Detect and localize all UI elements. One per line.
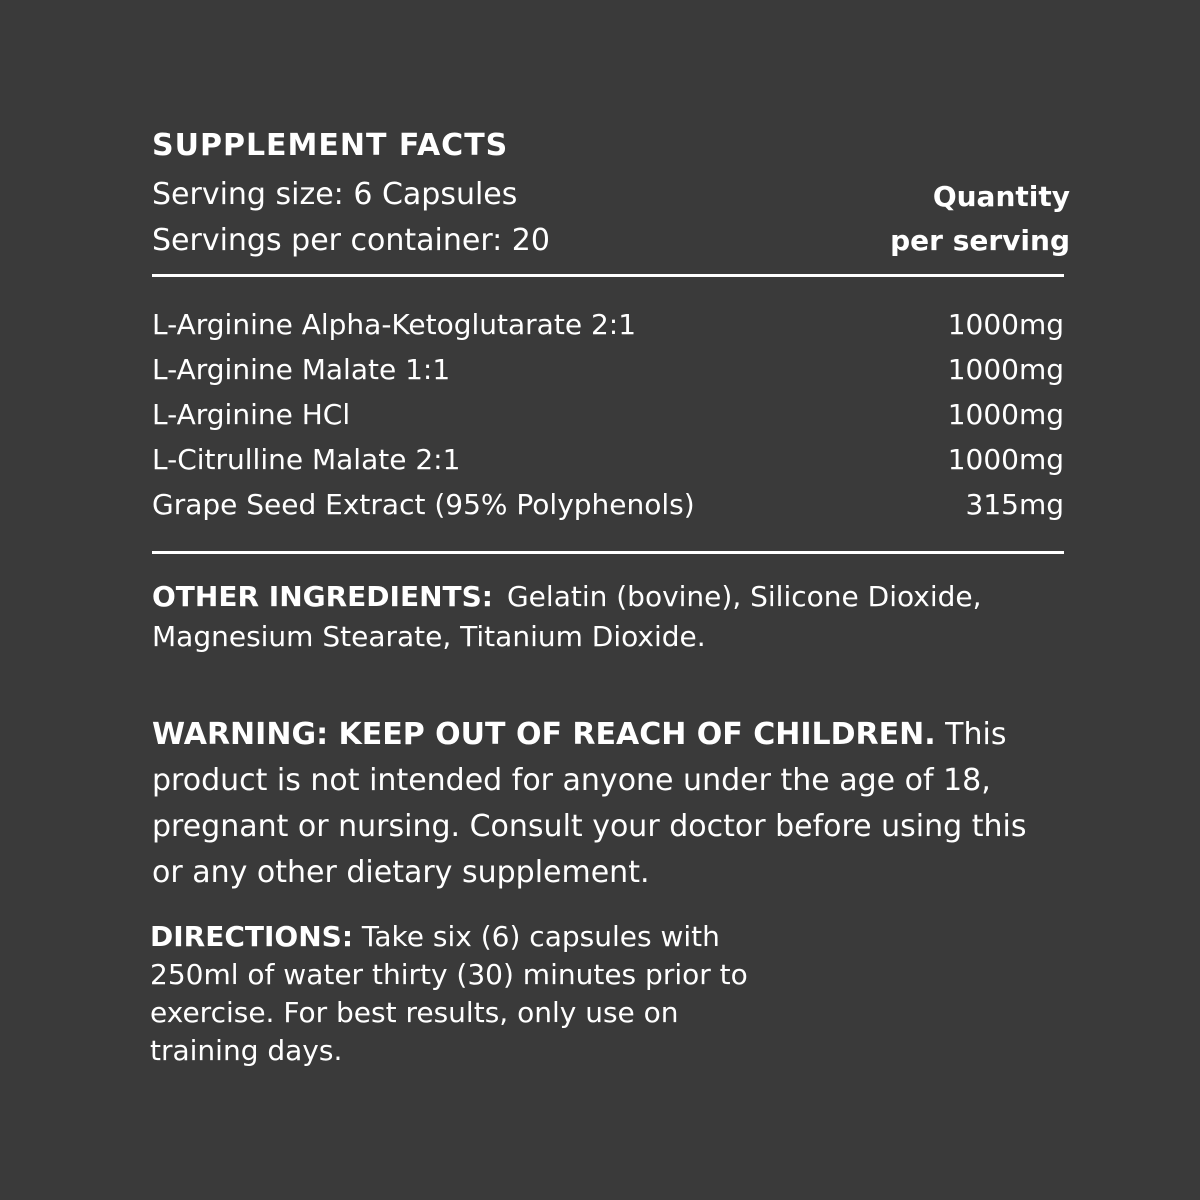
- warning-label: WARNING: KEEP OUT OF REACH OF CHILDREN.: [152, 717, 936, 752]
- servings-per-container: Servings per container: 20: [152, 223, 550, 258]
- directions-text: Take six (6) capsules with 250ml of water thirty (30) minutes prior to exercise. For best results, only use on training days.: [150, 920, 748, 1067]
- ingredient-row: [152, 437, 1064, 482]
- directions-section: [150, 918, 750, 1070]
- directions-label: DIRECTIONS:: [150, 920, 354, 953]
- ingredient-row: [152, 482, 1064, 527]
- divider-top: [152, 274, 1064, 277]
- other-ingredients-text: Gelatin (bovine), Silicone Dioxide, Magnesium Stearate, Titanium Dioxide.: [152, 580, 982, 653]
- serving-info: [152, 172, 550, 264]
- ingredient-amount: 1000mg: [947, 353, 1064, 386]
- ingredient-amount: 1000mg: [947, 443, 1064, 476]
- warning-section: [152, 712, 1062, 896]
- ingredient-name: L-Citrulline Malate 2:1: [152, 443, 461, 476]
- other-ingredients: [152, 577, 1072, 657]
- ingredients-list: [152, 302, 1064, 527]
- ingredient-amount: 1000mg: [947, 398, 1064, 431]
- quantity-header-line1: Quantity: [932, 180, 1070, 213]
- quantity-header-line2: per serving: [890, 224, 1070, 257]
- quantity-column-header: [890, 175, 1070, 263]
- ingredient-name: L-Arginine HCl: [152, 398, 351, 431]
- ingredient-amount: 315mg: [965, 488, 1064, 521]
- ingredient-name: Grape Seed Extract (95% Polyphenols): [152, 488, 695, 521]
- ingredient-row: [152, 347, 1064, 392]
- ingredient-row: [152, 392, 1064, 437]
- warning-text: This product is not intended for anyone under the age of 18, pregnant or nursing. Consult your doctor before using this or any other dietary supplement.: [152, 717, 1027, 890]
- other-ingredients-label: OTHER INGREDIENTS:: [152, 580, 493, 613]
- ingredient-row: [152, 302, 1064, 347]
- divider-bottom: [152, 551, 1064, 554]
- label-title: SUPPLEMENT FACTS: [152, 128, 509, 163]
- ingredient-name: L-Arginine Malate 1:1: [152, 353, 451, 386]
- ingredient-name: L-Arginine Alpha-Ketoglutarate 2:1: [152, 308, 637, 341]
- ingredient-amount: 1000mg: [947, 308, 1064, 341]
- serving-size: Serving size: 6 Capsules: [152, 177, 518, 212]
